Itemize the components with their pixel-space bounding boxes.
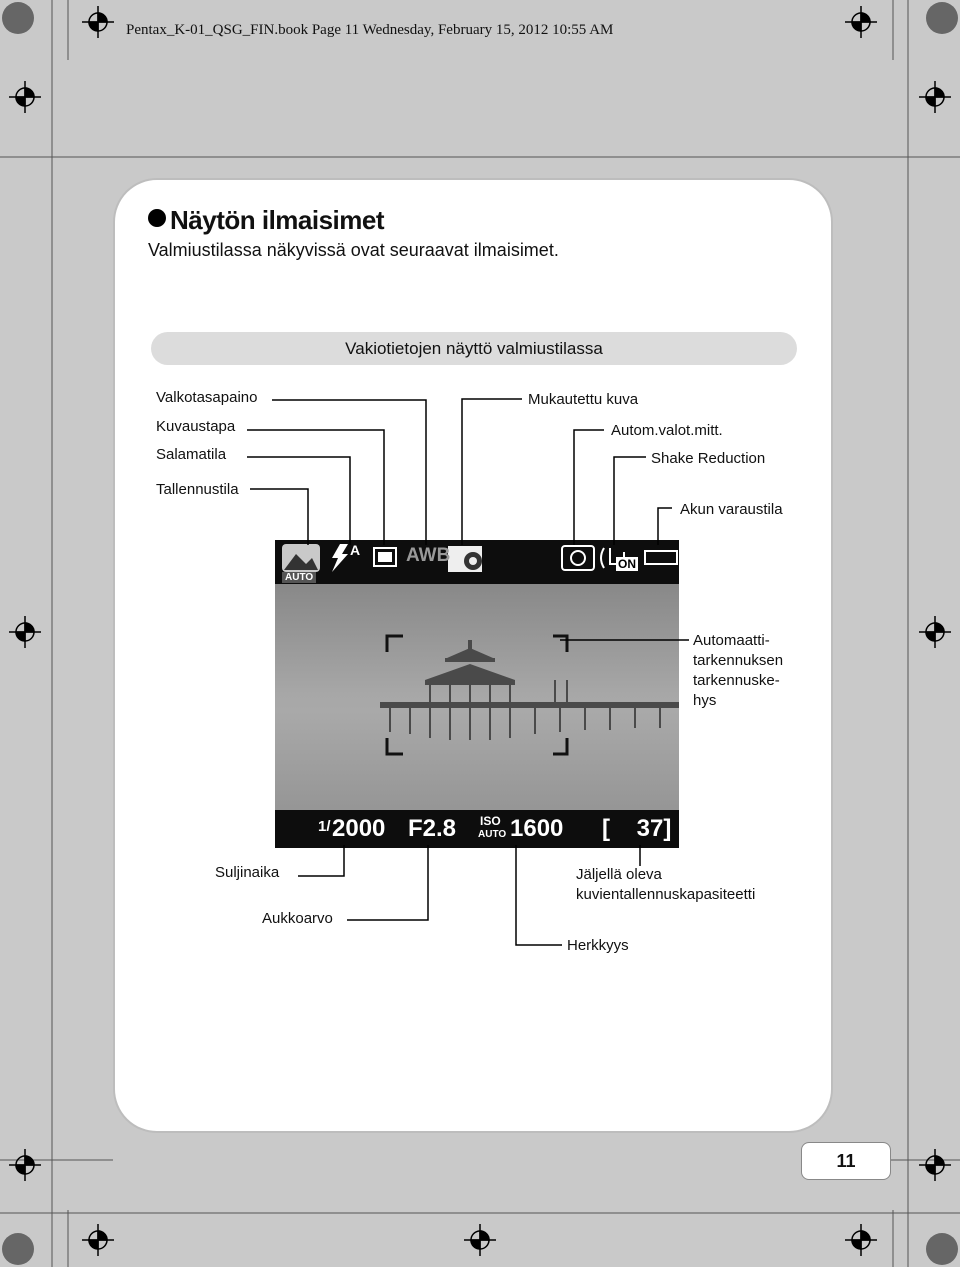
label-shutter: Suljinaika xyxy=(215,864,280,881)
iso-auto-label: AUTO xyxy=(478,829,507,840)
label-remaining-2: kuvientallennuskapasiteetti xyxy=(576,886,756,903)
section-title-text: Näytön ilmaisimet xyxy=(170,205,385,235)
page-number: 11 xyxy=(801,1142,891,1180)
section-subtitle: Valmiustilassa näkyvissä ovat seuraavat ilmaisimet. xyxy=(148,240,559,260)
on-badge: ON xyxy=(618,557,636,571)
auto-badge: AUTO xyxy=(282,572,316,583)
diagram-heading: Vakiotietojen näyttö valmiustilassa xyxy=(151,332,797,365)
label-remaining-1: Jäljellä oleva xyxy=(576,866,662,883)
label-aperture: Aukkoarvo xyxy=(262,910,333,927)
label-shake-reduction: Shake Reduction xyxy=(651,450,766,467)
label-af-frame-2: tarkennuksen xyxy=(693,652,784,669)
label-af-frame-3: tarkennuske- xyxy=(693,672,780,689)
print-header: Pentax_K-01_QSG_FIN.book Page 11 Wednesday, February 15, 2012 10:55 AM xyxy=(126,22,614,38)
label-af-frame-4: hys xyxy=(693,692,717,709)
label-af-frame-1: Automaatti- xyxy=(693,632,770,649)
flash-letter: A xyxy=(350,542,361,558)
remaining-shots: [ 37] xyxy=(602,815,672,842)
iso-value: 1600 xyxy=(510,815,564,842)
label-white-balance: Valkotasapaino xyxy=(156,389,258,406)
label-sensitivity: Herkkyys xyxy=(567,937,629,954)
label-drive-mode: Kuvaustapa xyxy=(156,418,236,435)
label-flash-mode: Salamatila xyxy=(156,446,227,463)
iso-label: ISO xyxy=(480,814,501,828)
label-custom-image: Mukautettu kuva xyxy=(528,391,639,408)
label-ae-metering: Autom.valot.mitt. xyxy=(611,422,723,439)
aperture-value: F2.8 xyxy=(408,815,457,842)
label-battery: Akun varaustila xyxy=(680,501,783,518)
shutter-value: 2000 xyxy=(332,815,386,842)
label-capture-mode: Tallennustila xyxy=(156,481,239,498)
shutter-prefix: 1/ xyxy=(318,818,331,835)
awb-indicator: AWB xyxy=(406,545,451,566)
